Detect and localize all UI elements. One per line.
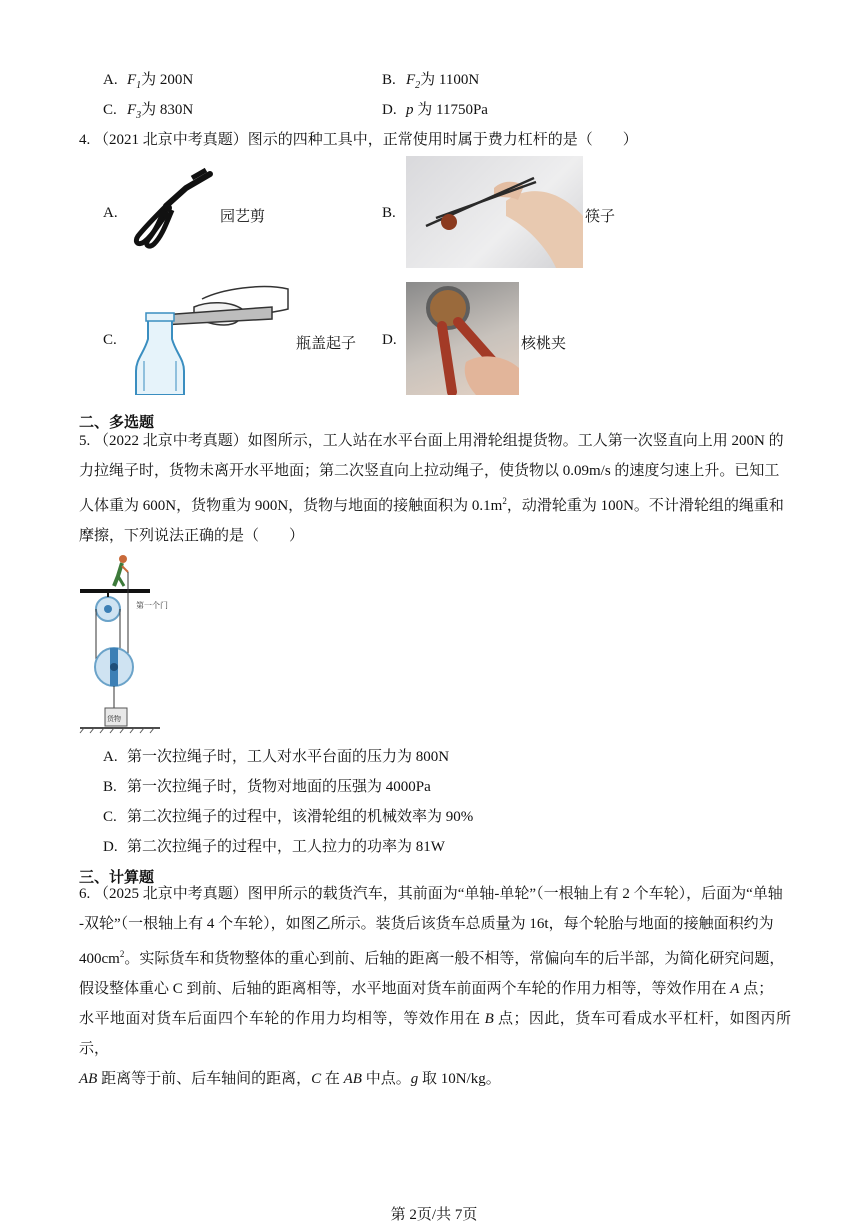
q4-option-a-letter: A. xyxy=(103,205,118,221)
q4-option-b-label: 筷子 xyxy=(585,209,616,225)
chopsticks-photo xyxy=(406,156,583,268)
q4-option-c-label: 瓶盖起子 xyxy=(296,336,357,352)
pulley-system-figure xyxy=(78,552,188,734)
q5-option-c: C. 第二次拉绳子的过程中，该滑轮组的机械效率为 90% xyxy=(103,809,474,825)
q5-option-a: A. 第一次拉绳子时，工人对水平台面的压力为 800N xyxy=(103,749,450,765)
q6-stem: 6. （2025 北京中考真题）图甲所示的载货汽车，其前面为“单轴-单轮”（一根轴上有 2 个车轮），后面为“单轴 -双轮”（一根轴上有 4 个车轮），如图乙所示。装货后该货车总质量为 16t，每个轮胎与地面的接触面积约为 $400cm^2$。实际货车和货物整体的重心到前、后轴的距离一般不相等，常偏向车的后半部，为简化研究问题， 假设整体重心 C 到前、后轴的距离相等，水平地面对货车前面两个车轮的作用力相等，等效作用在 A 点； 水平地面对货车后面四个车轮的作用力均相等，等效作用在 B 点；因此，货车可看成水平杠杆，如图丙所示， AB 距离等于前、后车轴间的距离，C 在 AB 中点。g 取 10N/kg。 xyxy=(79,886,791,1087)
q3-option-c: C. $F_3$为 830N xyxy=(103,102,194,121)
pulley-label-cargo: 货物 xyxy=(107,715,121,723)
q4-option-d-letter: D. xyxy=(382,332,397,348)
section-heading-calculation: 三、计算题 xyxy=(79,870,155,886)
q4-option-c-letter: C. xyxy=(103,332,117,348)
q4-option-b-letter: B. xyxy=(382,205,396,221)
q5-stem: 5. （2022 北京中考真题）如图所示，工人站在水平台面上用滑轮组提货物。工人第一次竖直向上用 200N 的 力拉绳子时，货物未离开水平地面；第二次竖直向上拉动绳子，使货物以 0.09m/s 的速度匀速上升。已知工 人体重为 600N，货物重为 900N，货物与地面的接触面积为 $0.1m^2$，动滑轮重为 100N。不计滑轮组的绳重和 摩擦，下列说法正确的是（ ） xyxy=(79,433,784,544)
q4-option-a-label: 园艺剪 xyxy=(220,209,266,225)
q3-option-b: B. $F_2$为 1100N xyxy=(382,72,480,91)
pulley-label-rope: 第一个门 xyxy=(136,601,168,610)
bottle-opener-image xyxy=(132,279,292,395)
q3-option-d: D. p 为 11750Pa xyxy=(382,102,488,118)
garden-shears-image xyxy=(126,166,216,250)
q5-option-d: D. 第二次拉绳子的过程中，工人拉力的功率为 81W xyxy=(103,839,445,855)
page-number: 第 2页/共 7页 xyxy=(390,1207,478,1223)
q3-option-a: A. $F_1$为 200N xyxy=(103,72,194,91)
q5-option-b: B. 第一次拉绳子时，货物对地面的压强为 4000Pa xyxy=(103,779,431,795)
q4-stem: 4. （2021 北京中考真题）图示的四种工具中，正常使用时属于费力杠杆的是（ ） xyxy=(79,132,638,148)
q4-option-d-label: 核桃夹 xyxy=(521,336,567,352)
section-heading-multiple-choice: 二、多选题 xyxy=(79,415,155,431)
nutcracker-photo xyxy=(406,282,519,395)
